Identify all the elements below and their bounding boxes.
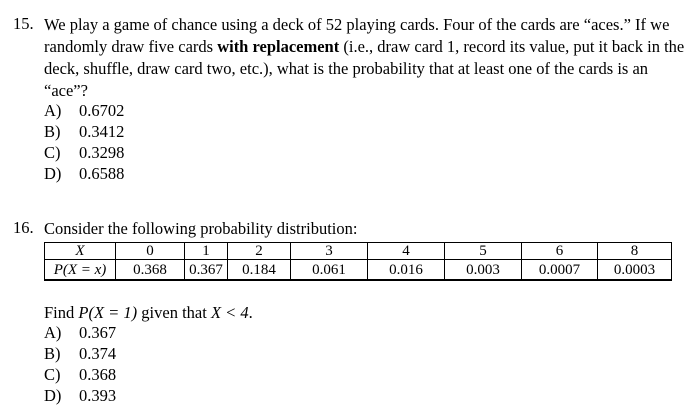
probability-distribution-table xyxy=(44,242,672,281)
table-row-x xyxy=(45,243,672,260)
table-cell: 0 xyxy=(116,243,185,260)
answer-options xyxy=(44,322,116,406)
table-cell: 0.061 xyxy=(291,260,368,281)
option-b[interactable]: B) 0.3412 xyxy=(44,122,125,141)
question-text: Consider the following probability distribution: xyxy=(44,219,358,238)
table-cell: 0.016 xyxy=(368,260,445,281)
question-prompt: Find P(X = 1) given that X < 4. xyxy=(44,303,253,322)
table-header-x: X xyxy=(45,243,116,260)
question-text-part2: (i.e., draw card 1, record its value, put it back in the deck, shuffle, draw card two, etc.), what is the probability that at least one of the cards is an “ace”? xyxy=(44,37,685,100)
table-cell: 1 xyxy=(185,243,228,260)
table-cell: 0.003 xyxy=(445,260,522,281)
table-cell: 0.367 xyxy=(185,260,228,281)
table-cell: 5 xyxy=(445,243,522,260)
question-text-part1: We play a game of chance using a deck of 52 playing cards. Four of the cards are “aces.” If we randomly draw five cards xyxy=(44,15,670,56)
table-cell: 0.0003 xyxy=(598,260,672,281)
table-cell: 4 xyxy=(368,243,445,260)
option-d[interactable]: D) 0.393 xyxy=(44,386,117,405)
option-a[interactable]: A) 0.367 xyxy=(44,323,117,342)
option-c[interactable]: C) 0.368 xyxy=(44,365,117,384)
answer-options xyxy=(44,100,124,184)
question-text xyxy=(44,14,694,102)
question-text-bold: with replacement xyxy=(217,37,340,56)
option-c[interactable]: C) 0.3298 xyxy=(44,143,125,162)
probability-expression: P(X = 1) xyxy=(78,303,138,322)
table-row-p xyxy=(45,260,672,281)
question-number: 15. xyxy=(13,14,34,33)
table-cell: 0.184 xyxy=(228,260,291,281)
table-cell: 8 xyxy=(598,243,672,260)
condition-expression: X < 4 xyxy=(210,303,249,322)
question-number: 16. xyxy=(13,218,34,237)
table-cell: 2 xyxy=(228,243,291,260)
table-cell: 0.0007 xyxy=(522,260,598,281)
table-cell: 0.368 xyxy=(116,260,185,281)
option-a[interactable]: A) 0.6702 xyxy=(44,101,125,120)
table-cell: 3 xyxy=(291,243,368,260)
option-d[interactable]: D) 0.6588 xyxy=(44,164,125,183)
option-b[interactable]: B) 0.374 xyxy=(44,344,117,363)
table-header-p: P(X = x) xyxy=(45,260,116,281)
table-cell: 6 xyxy=(522,243,598,260)
